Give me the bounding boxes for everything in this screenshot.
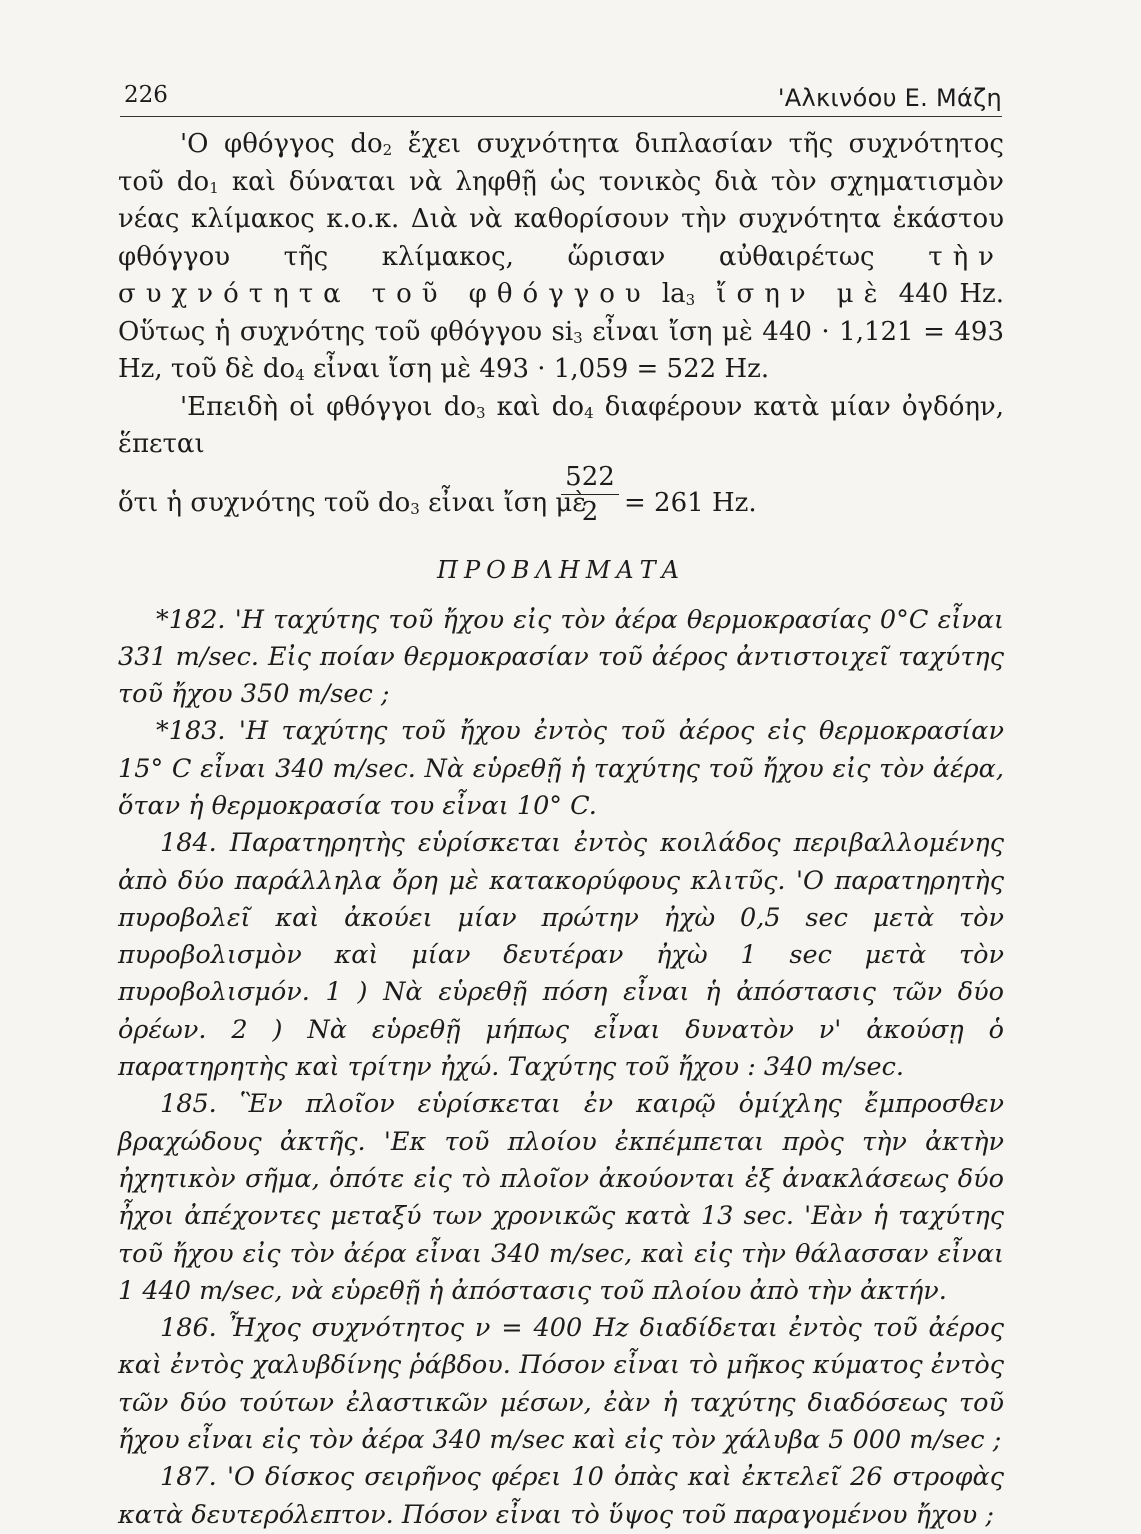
problem-183: *183. 'Η ταχύτης τοῦ ἤχου ἐντὸς τοῦ ἀέρος εἰς θερμοκρασίαν 15° C εἶναι 340 m/sec. Νὰ εὑρεθῇ ἡ ταχύτης τοῦ ἤχου εἰς τὸν ἀέρα, ὅταν ἡ θερμοκρασία του εἶναι 10° C. bbox=[118, 716, 1004, 821]
problem-185: 185. Ἓν πλοῖον εὑρίσκεται ἐν καιρῷ ὁμίχλης ἔμπροσθεν βραχώδους ἀκτῆς. 'Εκ τοῦ πλοίου ἐκπέμπεται πρὸς τὴν ἀκτὴν ἠχητικὸν σῆμα, ὁπότε εἰς τὸ πλοῖον ἀκούονται ἐξ ἀνακλάσεως δύο ἦχοι ἀπέχοντες μεταξύ των χρονικῶς κατὰ 13 sec. 'Εὰν ἡ ταχύτης τοῦ ἤχου εἰς τὸν ἀέρα εἶναι 340 m/sec, καὶ εἰς τὴν θάλασσαν εἶναι 1 440 m/sec, νὰ εὑρεθῇ ἡ ἀπόστασις τοῦ πλοίου ἀπὸ τὴν ἀκτήν. bbox=[118, 1089, 1004, 1306]
problem-187: 187. 'Ο δίσκος σειρῆνος φέρει 10 ὀπὰς καὶ ἐκτελεῖ 26 στροφὰς κατὰ δευτερόλεπτον. Πόσον εἶναι τὸ ὕψος τοῦ παραγομένου ἤχου ; bbox=[118, 1462, 1004, 1530]
page-body bbox=[118, 126, 1004, 1534]
equation-rhs: = 261 Hz. bbox=[624, 487, 757, 518]
fraction-numerator: 522 bbox=[561, 460, 619, 495]
fraction-denominator: 2 bbox=[581, 496, 599, 527]
problem-184: 184. Παρατηρητὴς εὑρίσκεται ἐντὸς κοιλάδος περιβαλλομένης ἀπὸ δύο παράλληλα ὄρη μὲ κατακορύφους κλιτῦς. 'Ο παρατηρητὴς πυροβολεῖ καὶ ἀκούει μίαν πρώτην ἠχὼ 0,5 sec μετὰ τὸν πυροβολισμὸν καὶ μίαν δευτέραν ἠχὼ 1 sec μετὰ τὸν πυροβολισμόν. 1 ) Νὰ εὑρεθῇ πόση εἶναι ἡ ἀπόστασις τῶν δύο ὀρέων. 2 ) Νὰ εὑρεθῇ μήπως εἶναι δυνατὸν ν' ἀκούσῃ ὁ παρατηρητὴς καὶ τρίτην ἠχώ. Ταχύτης τοῦ ἤχου : 340 m/sec. bbox=[118, 828, 1004, 1083]
running-head: 'Αλκινόου Ε. Μάζη bbox=[777, 84, 1002, 112]
problem-182: *182. 'Η ταχύτης τοῦ ἤχου εἰς τὸν ἀέρα θερμοκρασίας 0°C εἶναι 331 m/sec. Εἰς ποίαν θερμοκρασίαν τοῦ ἀέρος ἀντιστοιχεῖ ταχύτης τοῦ ἤχου 350 m/sec ; bbox=[118, 604, 1004, 710]
section-title: ΠΡΟΒΛΗΜΑΤΑ bbox=[437, 555, 685, 584]
fraction-equation bbox=[118, 461, 1004, 536]
problem-186: 186. Ἦχος συχνότητος ν = 400 Hz διαδίδεται ἐντὸς τοῦ ἀέρος καὶ ἐντὸς χαλυβδίνης ῥάβδου. Πόσον εἶναι τὸ μῆκος κύματος ἐντὸς τῶν δύο τούτων ἐλαστικῶν μέσων, ἐὰν ἡ ταχύτης διαδόσεως τοῦ ἤχου εἶναι εἰς τὸν ἀέρα 340 m/sec καὶ εἰς τὸν χάλυβα 5 000 m/sec ; bbox=[118, 1313, 1004, 1456]
fraction bbox=[561, 460, 619, 529]
intro-paragraph-2: 'Επειδὴ οἱ φθόγγοι $do_3$ καὶ $do_4$ διαφέρουν κατὰ μίαν ὀγδόην, ἕπεται bbox=[118, 391, 1004, 459]
intro-paragraph-1: 'Ο φθόγγος $do_2$ ἔχει συχνότητα διπλασίαν τῆς συχνότητος τοῦ $do_1$ καὶ δύναται νὰ ληφθῇ ὡς τονικὸς διὰ τὸν σχηματισμὸν νέας κλίμακος κ.ο.κ. Διὰ νὰ καθορίσουν τὴν συχνότητα ἑκάστου φθόγγου τῆς κλίμακος, ὥρισαν αὐθαιρέτως τὴν συχνότητα τοῦ φθόγγου $la_3$ ἴσην μὲ 440 Hz. Οὕτως ἡ συχνότης τοῦ φθόγγου $si_3$ εἶναι ἴση μὲ 440 · 1,121 = 493 Hz, τοῦ δὲ $do_4$ εἶναι ἴση μὲ 493 · 1,059 = 522 Hz. bbox=[118, 129, 1004, 384]
equation-lhs: ὅτι ἡ συχνότης τοῦ $do_3$ εἶναι ἴση μὲ bbox=[118, 487, 587, 518]
page-header bbox=[120, 72, 1002, 117]
page-number: 226 bbox=[124, 82, 168, 108]
